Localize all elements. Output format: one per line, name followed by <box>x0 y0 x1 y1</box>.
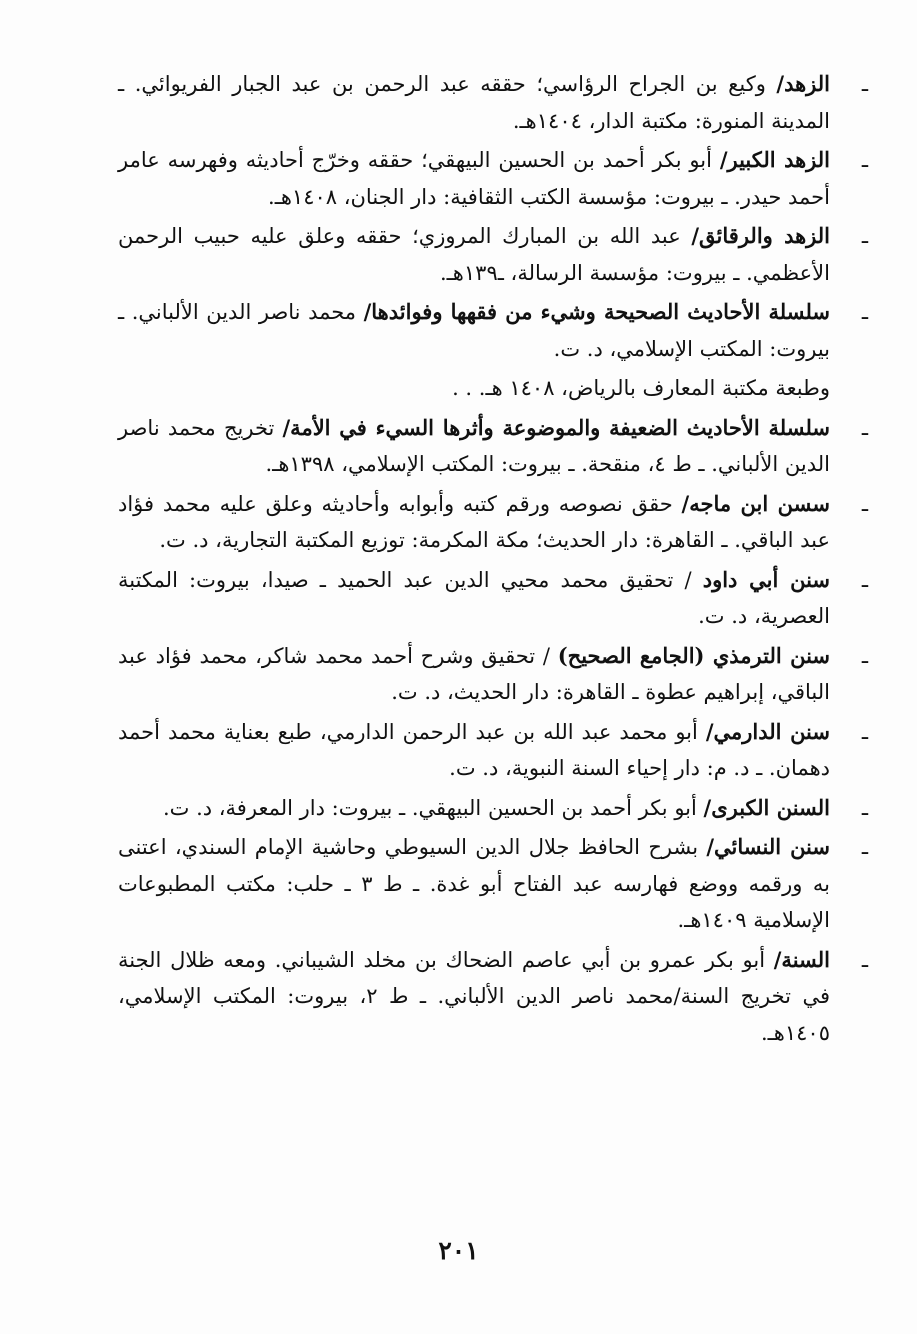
bibliography-entry <box>118 66 868 139</box>
entry-text: وطبعة مكتبة المعارف بالرياض، ١٤٠٨ هـ. . . <box>452 376 830 400</box>
bibliography-entry <box>118 562 868 635</box>
entry-text: حقق نصوصه ورقم كتبه وأبوابه وأحاديثه وعلق عليه محمد فؤاد عبد الباقي. ـ القاهرة: دار الحديث؛ مكة المكرمة: توزيع المكتبة التجارية، د. ت. <box>118 491 830 552</box>
entry-text: / تحقيق محمد محيي الدين عبد الحميد ـ صيدا، بيروت: المكتبة العصرية، د. ت. <box>118 567 830 628</box>
bibliography-entry <box>118 294 868 367</box>
entry-dash: ـ <box>861 491 868 516</box>
entry-dash: ـ <box>861 643 868 668</box>
bibliography-entry <box>118 714 868 787</box>
entry-text: محمد ناصر الدين الألباني. ـ بيروت: المكتب الإسلامي، د. ت. <box>118 300 830 361</box>
bibliography-entry <box>118 410 868 483</box>
entry-dash: ـ <box>861 148 868 172</box>
entry-title: سسن ابن ماجه/ <box>681 490 830 516</box>
entry-dash: ـ <box>861 224 868 248</box>
entry-text: / تحقيق وشرح أحمد محمد شاكر، محمد فؤاد عبد الباقي، إبراهيم عطوة ـ القاهرة: دار الحديث، د. ت. <box>118 643 830 704</box>
entry-title: سنن النسائي/ <box>706 834 830 859</box>
bibliography-entry <box>118 942 868 1052</box>
entry-title: الزهد الكبير/ <box>719 147 830 172</box>
entry-text: تخريج محمد ناصر الدين الألباني. ـ ط ٤، منقحة. ـ بيروت: المكتب الإسلامي، ١٣٩٨هـ. <box>118 415 830 476</box>
entry-title: سلسلة الأحاديث الصحيحة وشيء من فقهها وفوائدها/ <box>363 299 830 324</box>
bibliography-entry <box>118 638 868 711</box>
entry-text: وكيع بن الجراح الرؤاسي؛ حققه عبد الرحمن بن عبد الجبار الفريوائي. ـ المدينة المنورة: مكتبة الدار، ١٤٠٤هـ. <box>118 72 830 133</box>
entry-title: الزهد/ <box>776 71 830 96</box>
bibliography-note <box>118 370 830 407</box>
entry-title: سنن الدارمي/ <box>705 718 830 744</box>
entry-dash: ـ <box>861 719 868 744</box>
entry-text: بشرح الحافظ جلال الدين السيوطي وحاشية الإمام السندي، اعتنى به ورقمه ووضع فهارسه عبد الفتاح أبو غدة. ـ ط ٣ ـ حلب: مكتب المطبوعات الإسلامية ١٤٠٩هـ. <box>118 835 830 932</box>
bibliography-entry <box>118 486 868 559</box>
entry-text: أبو بكر عمرو بن أبي عاصم الضحاك بن مخلد الشيباني. ومعه ظلال الجنة في تخريج السنة/محمد ناصر الدين الألباني. ـ ط ٢، بيروت: المكتب الإسلامي، ١٤٠٥هـ. <box>118 947 830 1045</box>
entry-text: أبو بكر أحمد بن الحسين البيهقي؛ حققه وخرّج أحاديثه وفهرسه عامر أحمد حيدر. ـ بيروت: مؤسسة الكتب الثقافية: دار الجنان، ١٤٠٨هـ. <box>118 148 830 209</box>
entry-title: سنن أبي داود <box>702 566 831 592</box>
entry-text: عبد الله بن المبارك المروزي؛ حققه وعلق عليه حبيب الرحمن الأعظمي. ـ بيروت: مؤسسة الرسالة، ـ١٣٩هـ. <box>118 224 830 285</box>
entry-dash: ـ <box>861 795 868 820</box>
entry-title: الزهد والرقائق/ <box>691 223 830 248</box>
bibliography-list <box>118 66 868 1054</box>
entry-text: أبو محمد عبد الله بن عبد الرحمن الدارمي، طبع بعناية محمد أحمد دهمان. ـ د. م: دار إحياء السنة النبوية، د. ت. <box>118 719 830 780</box>
entry-text: أبو بكر أحمد بن الحسين البيهقي. ـ بيروت: دار المعرفة، د. ت. <box>162 795 704 820</box>
entry-dash: ـ <box>861 567 868 592</box>
entry-dash: ـ <box>861 415 868 440</box>
bibliography-entry <box>118 829 868 939</box>
bibliography-entry <box>118 142 868 215</box>
entry-title: السنة/ <box>773 946 830 972</box>
entry-title: سنن الترمذي (الجامع الصحيح) <box>557 642 830 668</box>
entry-dash: ـ <box>861 72 868 96</box>
page-number: ٢٠١ <box>438 1236 479 1265</box>
entry-dash: ـ <box>861 300 868 324</box>
entry-title: سلسلة الأحاديث الضعيفة والموضوعة وأثرها السيء في الأمة/ <box>282 414 830 440</box>
entry-dash: ـ <box>861 835 868 859</box>
bibliography-entry <box>118 218 868 291</box>
entry-dash: ـ <box>861 947 868 972</box>
bibliography-entry <box>118 790 868 827</box>
entry-title: السنن الكبرى/ <box>703 794 830 820</box>
